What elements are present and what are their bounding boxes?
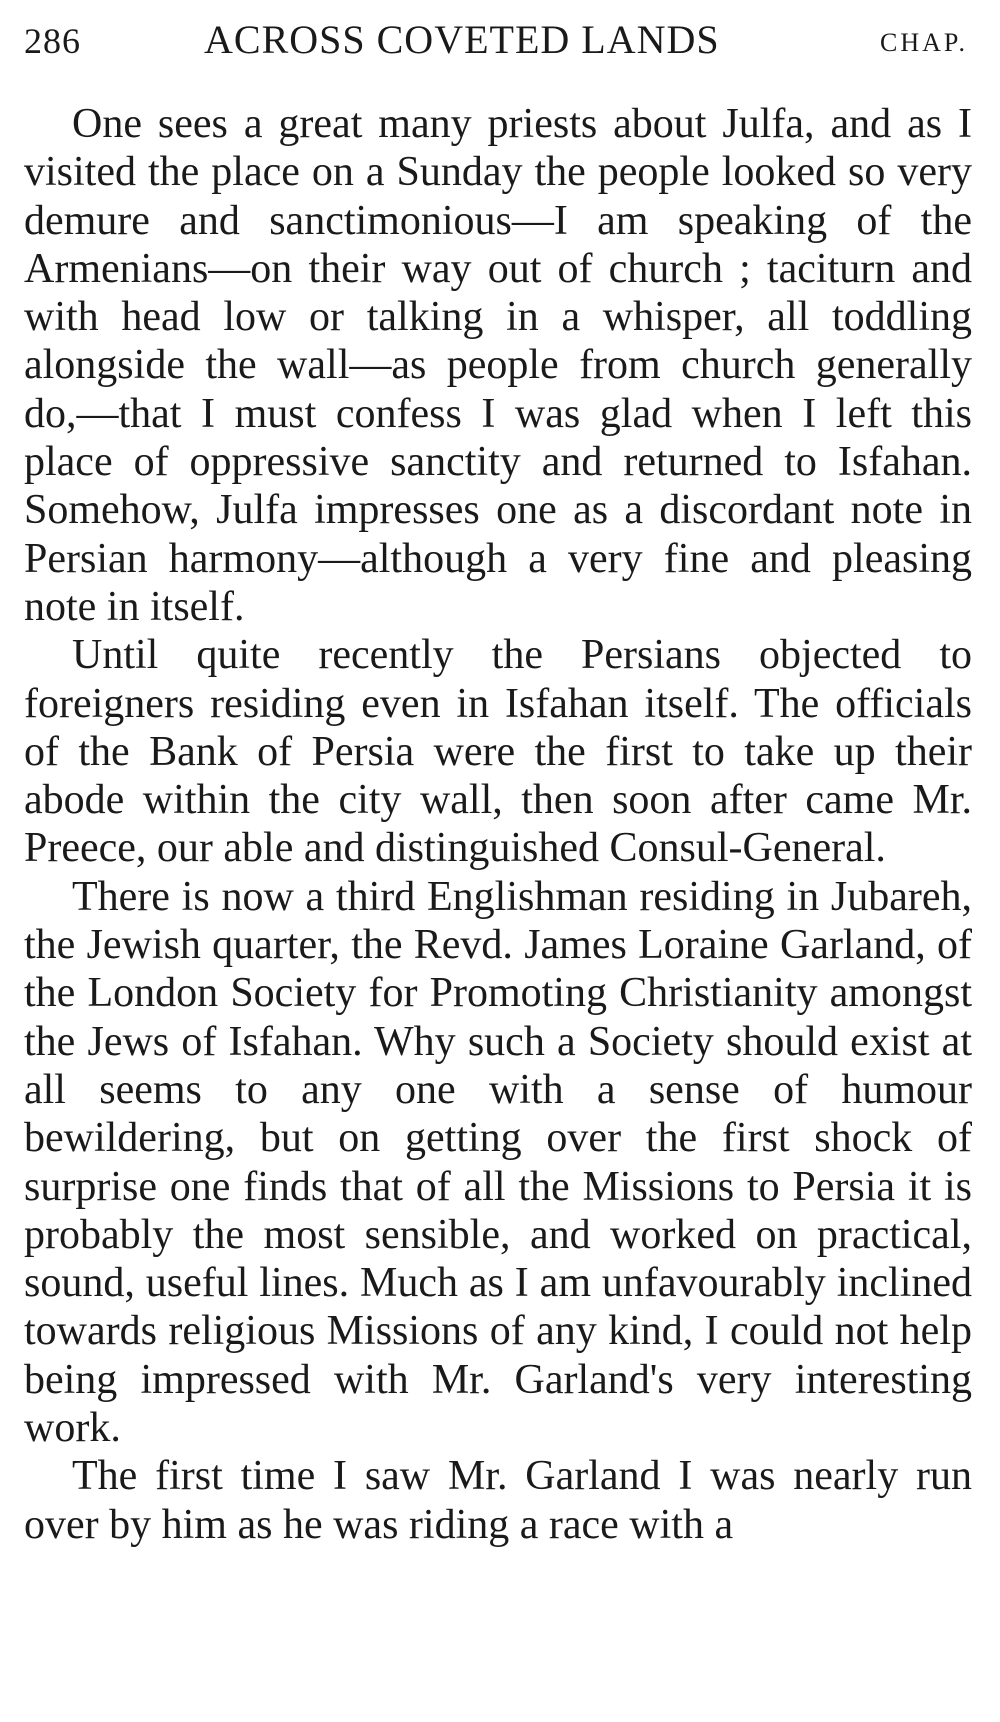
page-header: [24, 14, 968, 64]
paragraph-third-englishman: There is now a third Englishman residing in Jubareh, the Jewish quarter, the Revd. James Loraine Garland, of the London Society for Promoting Christianity amongst the Jews of Isfahan. Why such a Society should exist at all seems to any one with a sense of humour bewildering, but on getting over the first shock of surprise one finds that of all the Missions to Persia it is probably the most sensible, and worked on practical, sound, useful lines. Much as I am unfavourably inclined towards religious Missions of any kind, I could not help being impressed with Mr. Garland's very interesting work.: [24, 873, 972, 1452]
running-title: ACROSS COVETED LANDS: [204, 17, 720, 62]
paragraph-first-meeting: The first time I saw Mr. Garland I was nearly run over by him as he was riding a race with a: [24, 1453, 972, 1548]
paragraph-julfa-priests: One sees a great many priests about Julfa, and as I visited the place on a Sunday the people looked so very demure and sanctimonious—I am speaking of the Armenians—on their way out of church ; taciturn and with head low or talking in a whisper, all toddling alongside the wall—as people from church generally do,—that I must confess I was glad when I left this place of oppressive sanctity and returned to Isfahan. Somehow, Julfa impresses one as a discordant note in Persian harmony—although a very fine and pleasing note in itself.: [24, 101, 972, 630]
paragraph-foreigners-residing: Until quite recently the Persians objected to foreigners residing even in Isfahan itself. The officials of the Bank of Persia were the first to take up their abode within the city wall, then soon after came Mr. Preece, our able and distinguished Consul-General.: [24, 632, 972, 872]
body-text: [24, 100, 972, 1549]
chapter-mark: CHAP.: [880, 28, 968, 57]
page-number: 286: [24, 21, 81, 61]
